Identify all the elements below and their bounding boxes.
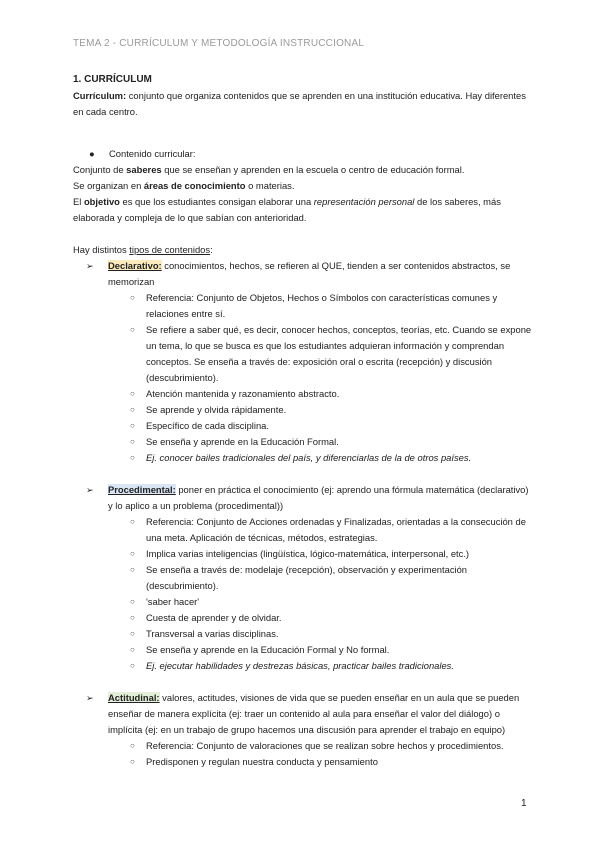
curriculum-definition: Currículum: conjunto que organiza contenidos que se aprenden en una institución educativa. Hay diferentes en cada centro. (73, 90, 526, 117)
list-item: ○ Atención mantenida y razonamiento abstracto. (130, 388, 340, 399)
procedimental-item: ➢ Procedimental: poner en práctica el conocimiento (ej: aprendo una fórmula matemática (declarativo) y lo aplico a un problema (procedimental)) (73, 482, 533, 514)
arrow-marker: ➢ (86, 693, 94, 703)
actitudinal-list (73, 738, 533, 770)
list-item: ○ Transversal a varias disciplinas. (130, 628, 279, 639)
list-item: ○ Implica varias inteligencias (lingüística, lógico-matemática, interpersonal, etc.) (130, 548, 470, 559)
list-item: ○ Referencia: Conjunto de Objetos, Hechos o Símbolos con características comunes y relaciones entre sí. (130, 292, 498, 319)
document-header: TEMA 2 - CURRÍCULUM Y METODOLOGÍA INSTRUCCIONAL (73, 38, 365, 49)
bullet-marker: ● (89, 148, 95, 159)
actitudinal-item: ➢ Actitudinal: valores, actitudes, visiones de vida que se pueden enseñar en un aula que se pueden enseñar de manera explícita (ej: traer un contenido al aula para enseñar el valor del diálogo) o implícita (ej: en un trabajo de grupo hacemos una discusión para aprender el trabajo en equipo) (73, 690, 533, 738)
list-item: ○ Referencia: Conjunto de valoraciones que se realizan sobre hechos y procedimientos. (130, 740, 504, 751)
list-item: ○ Predisponen y regulan nuestra conducta y pensamiento (130, 756, 378, 767)
list-item-example: ○ Ej. ejecutar habilidades y destrezas básicas, practicar bailes tradicionales. (130, 660, 454, 671)
arrow-marker: ➢ (86, 485, 94, 495)
list-item: ○ Se enseña y aprende en la Educación Formal y No formal. (130, 644, 390, 655)
arrow-marker: ➢ (86, 261, 94, 271)
section-title: 1. CURRÍCULUM (73, 74, 152, 85)
declarativo-item: ➢ Declarativo: conocimientos, hechos, se refieren al QUE, tienden a ser contenidos abstractos, se memorizan (73, 258, 533, 290)
contenido-paragraph-2: Se organizan en áreas de conocimiento o materias. (73, 180, 295, 191)
contenido-paragraph-3: El objetivo es que los estudiantes consigan elaborar una representación personal de los saberes, más elaborada y compleja de lo que sabían con anterioridad. (73, 196, 501, 223)
list-item: ○ Cuesta de aprender y de olvidar. (130, 612, 282, 623)
document-body (73, 72, 533, 770)
actitudinal-label: Actitudinal: (108, 692, 160, 703)
list-item: ○ 'saber hacer' (130, 596, 200, 607)
procedimental-list (73, 514, 533, 674)
curriculum-term: Currículum: (73, 90, 127, 101)
list-item: ○ Se enseña a través de: modelaje (recepción), observación y experimentación (descubrimiento). (130, 564, 468, 591)
declarativo-label: Declarativo: (108, 260, 162, 271)
list-item-example: ○ Ej. conocer bailes tradicionales del país, y diferenciarlas de la de otros países. (130, 452, 472, 463)
page-number: 1 (521, 798, 527, 809)
tipos-intro: Hay distintos tipos de contenidos: (73, 244, 213, 255)
declarativo-list (73, 290, 533, 466)
list-item: ○ Específico de cada disciplina. (130, 420, 269, 431)
list-item: ○ Referencia: Conjunto de Acciones ordenadas y Finalizadas, orientadas a la consecución de una meta. Aplicación de técnicas, métodos, estrategias. (130, 516, 526, 543)
list-item: ○ Se refiere a saber qué, es decir, conocer hechos, conceptos, teorías, etc. Cuando se expone un tema, lo que se busca es que los estudiantes adquieran información y comprendan conceptos. Se enseña a través de: exposición oral o escrita (recepción) y discusión (descubrimiento). (130, 324, 532, 383)
contenido-paragraph-1: Conjunto de saberes que se enseñan y aprenden en la escuela o centro de educación formal. (73, 164, 465, 175)
procedimental-label: Procedimental: (108, 484, 176, 495)
list-item: ○ Se enseña y aprende en la Educación Formal. (130, 436, 339, 447)
contenido-bullet: ● Contenido curricular: (73, 146, 533, 162)
list-item: ○ Se aprende y olvida rápidamente. (130, 404, 287, 415)
